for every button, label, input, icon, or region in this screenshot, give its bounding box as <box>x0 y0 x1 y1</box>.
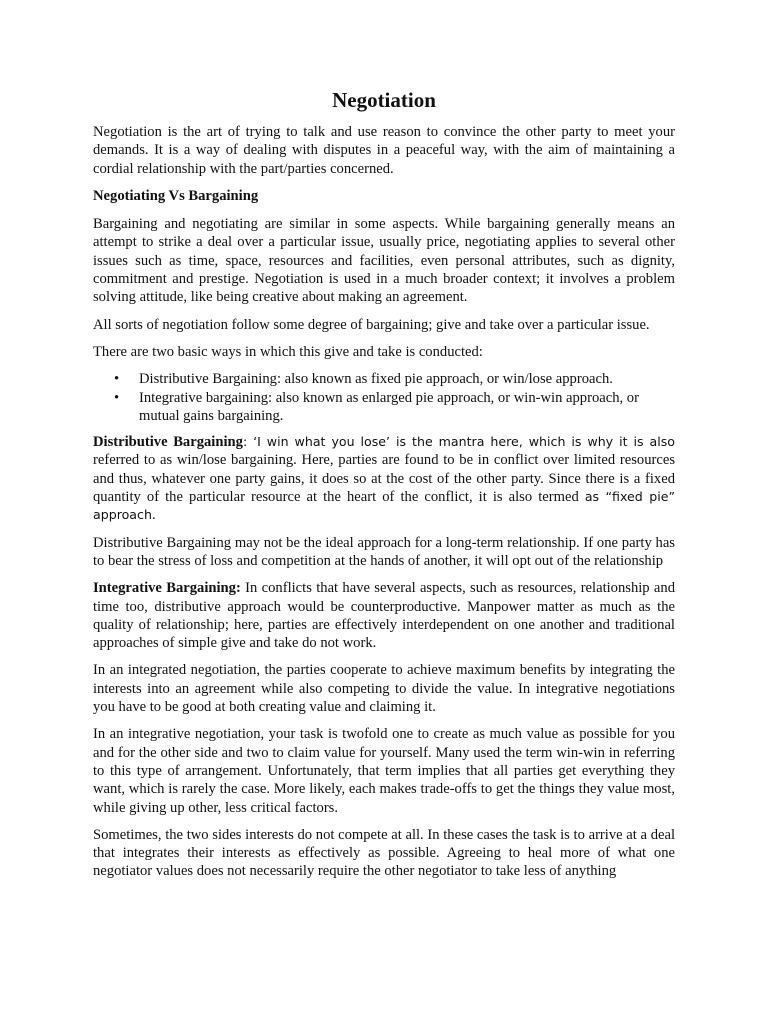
list-item-text: Integrative bargaining: also known as enlarged pie approach, or win-win approach, or mutual gains bargaining. <box>139 389 639 424</box>
bargaining-types-list <box>93 370 675 425</box>
integrative-paragraph <box>93 579 675 652</box>
bullet-icon: • <box>114 389 120 406</box>
integrated-negotiation-paragraph: In an integrated negotiation, the parties cooperate to achieve maximum benefits by integrating the interests into an agreement while also competing to divide the value. In integrative negotiations you have to be good at both creating value and claiming it. <box>93 662 675 716</box>
intro-paragraph: Negotiation is the art of trying to talk and use reason to convince the other party to meet your demands. It is a way of dealing with disputes in a peaceful way, with the aim of maintaining a cordial relationship with the part/parties concerned. <box>93 124 675 177</box>
bargaining-paragraph: Bargaining and negotiating are similar in some aspects. While bargaining generally means an attempt to strike a deal over a particular issue, usually price, negotiating applies to several other issues such as time, space, resources and facilities, even personal attributes, such as dignity, commitment and prestige. Negotiation is used in a much broader context; it involves a problem solving attitude, like being creative about making an agreement. <box>93 216 675 306</box>
all-sorts-paragraph: All sorts of negotiation follow some degree of bargaining; give and take over a particular issue. <box>93 316 650 333</box>
sometimes-paragraph: Sometimes, the two sides interests do not compete at all. In these cases the task is to arrive at a deal that integrates their interests as effectively as possible. Agreeing to heal more of what one negotiator values does not necessarily require the other negotiator to take less of anything <box>93 826 675 880</box>
integrative-label: Integrative Bargaining: <box>93 580 241 597</box>
task-twofold-paragraph: In an integrative negotiation, your task is twofold one to create as much value as possible for you and for the other side and two to claim value for yourself. Many used the term win-win in referring to this type of arrangement. Unfortunately, that term implies that all parties get everything they want, which is rarely the case. More likely, each makes trade-offs to get the things they value most, while giving up other, less critical factors. <box>93 726 675 816</box>
fixed-pie-phrase: as “fixed pie” approach <box>93 489 675 523</box>
document-page <box>93 87 675 890</box>
two-ways-paragraph: There are two basic ways in which this give and take is conducted: <box>93 343 483 360</box>
section-heading: Negotiating Vs Bargaining <box>93 187 259 204</box>
distributive-end: . <box>151 507 156 524</box>
list-item <box>114 370 675 388</box>
list-item-text: Distributive Bargaining: also known as fixed pie approach, or win/lose approach. <box>139 371 613 388</box>
integrative-body: In conflicts that have several aspects, such as resources, relationship and time too, distributive approach would be counterproductive. Manpower matter as much as the quality of relationship; here, parties are effectively interdependent on one another and traditional approaches of simple give and take do not work. <box>93 580 675 652</box>
distributive-paragraph <box>93 433 675 524</box>
page-title: Negotiation <box>332 88 436 112</box>
distributive-mantra: : ‘I win what you lose’ is the mantra here, which is why it is also <box>242 434 675 450</box>
distributive-body: referred to as win/lose bargaining. Here, parties are found to be in conflict over limited resources and thus, whatever one party gains, it does so at the cost of the other party. Since there is a fixed quantity of the particular resource at the heart of the conflict, it is also termed <box>93 452 675 506</box>
distributive-long-term-paragraph: Distributive Bargaining may not be the ideal approach for a long-term relationship. If one party has to bear the stress of loss and competition at the hands of another, it will opt out of the relationship <box>93 534 675 569</box>
distributive-label: Distributive Bargaining <box>93 434 243 451</box>
bullet-icon: • <box>114 371 120 388</box>
list-item <box>114 389 675 426</box>
